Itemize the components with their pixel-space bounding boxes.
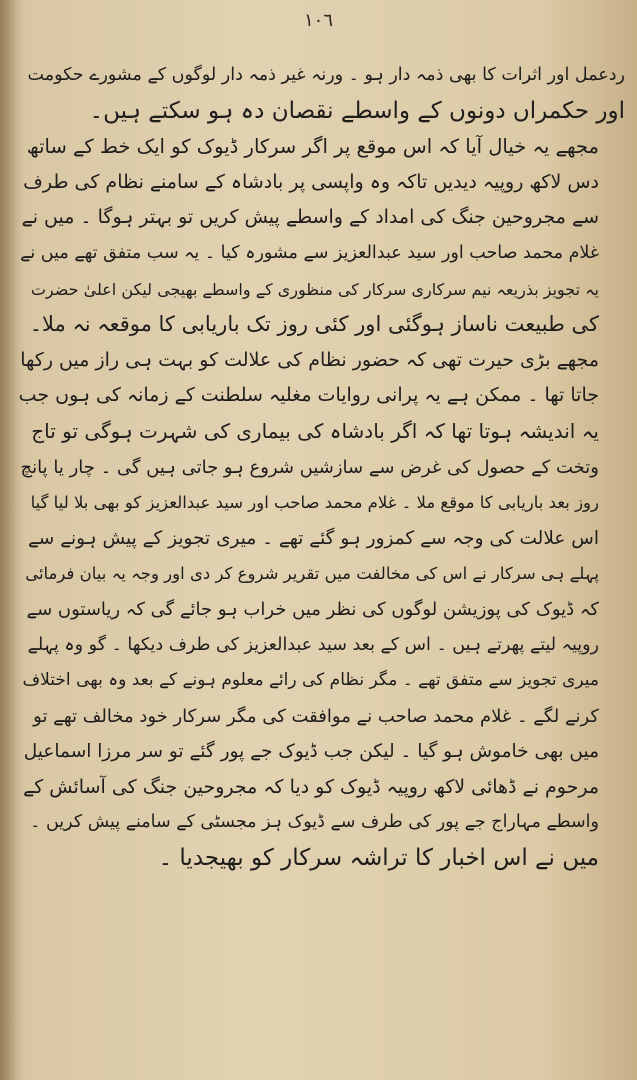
text-line: میری تجویز سے متفق تھے ۔ مگر نظام کی رائے معلوم ہونے کے بعد وہ بھی اختلاف bbox=[22, 670, 599, 691]
text-line: اور حکمراں دونوں کے واسطے نقصان دہ ہو سکتے ہیں۔ bbox=[89, 97, 625, 124]
text-line: یہ تجویز بذریعہ نیم سرکاری سرکار کی منظوری کے واسطے بھیجی لیکن اعلیٰ حضرت bbox=[30, 279, 599, 299]
text-line: یہ اندیشہ ہوتا تھا کہ اگر بادشاہ کی بیماری کی شہرت ہوگی تو تاج bbox=[31, 418, 599, 443]
text-line: مرحوم نے ڈھائی لاکھ روپیہ ڈیوک کو دیا کہ مجروحین جنگ کی آسائش کے bbox=[23, 775, 599, 798]
text-line: غلام محمد صاحب اور سید عبدالعزیز سے مشورہ کیا ۔ یہ سب متفق تھے میں نے bbox=[20, 242, 599, 263]
text-line: کی طبیعت ناساز ہوگئی اور کئی روز تک باریابی کا موقعہ نہ ملا۔ bbox=[29, 312, 599, 337]
paragraph-3 bbox=[18, 343, 625, 877]
text-line: اس علالت کی وجہ سے کمزور ہو گئے تھے ۔ میری تجویز کے پیش ہونے سے bbox=[27, 527, 599, 549]
paragraph-2 bbox=[18, 129, 625, 343]
text-line: سے مجروحین جنگ کی امداد کے واسطے پیش کریں تو بہتر ہوگا ۔ میں نے bbox=[21, 206, 599, 229]
page-body bbox=[18, 58, 625, 877]
text-line: مجھے یہ خیال آیا کہ اس موقع پر اگر سرکار ڈیوک کو ایک خط کے ساتھ bbox=[26, 135, 599, 159]
text-line: پہلے ہی سرکار نے اس کی مخالفت میں تقریر شروع کر دی اور وجہ یہ بیان فرمائی bbox=[25, 564, 599, 584]
text-line: میں نے اس اخبار کا تراشہ سرکار کو بھیجدیا ۔ bbox=[158, 845, 599, 872]
text-line: وتخت کے حصول کی غرض سے سازشیں شروع ہو جاتی ہیں گی ۔ چار یا پانچ bbox=[20, 456, 599, 478]
text-line: کہ ڈیوک کی پوزیشن لوگوں کی نظر میں خراب ہو جائے گی کہ ریاستوں سے bbox=[26, 598, 599, 620]
page-edge-shadow bbox=[0, 0, 18, 1080]
text-line: روز بعد باریابی کا موقع ملا ۔ غلام محمد صاحب اور سید عبدالعزیز کو بھی بلا لیا گیا bbox=[30, 493, 599, 513]
text-line: روپیہ لیتے پھرتے ہیں ۔ اس کے بعد سید عبدالعزیز کی طرف دیکھا ۔ گو وہ پہلے bbox=[27, 634, 599, 655]
page-number: ١٠٦ bbox=[303, 10, 333, 31]
paragraph-1 bbox=[18, 58, 625, 129]
text-line: مجھے بڑی حیرت تھی کہ حضور نظام کی علالت کو بہت ہی راز میں رکھا bbox=[20, 348, 599, 371]
text-line: دس لاکھ روپیہ دیدیں تاکہ وہ واپسی پر بادشاہ کے سامنے نظام کی طرف bbox=[23, 170, 599, 193]
text-line: میں بھی خاموش ہو گیا ۔ لیکن جب ڈیوک جے پور گئے تو سر مرزا اسماعیل bbox=[23, 741, 599, 763]
text-line: جاتا تھا ۔ ممکن ہے یہ پرانی روایات مغلیہ سلطنت کے زمانہ کی ہوں جب bbox=[18, 384, 599, 407]
text-line: ردعمل اور اثرات کا بھی ذمہ دار ہو ۔ ورنہ غیر ذمہ دار لوگوں کے مشورے حکومت bbox=[27, 65, 625, 85]
text-line: واسطے مہاراج جے پور کی طرف سے ڈیوک ہز مجسٹی کے سامنے پیش کریں ۔ bbox=[30, 812, 599, 833]
text-line: کرنے لگے ۔ غلام محمد صاحب نے موافقت کی مگر سرکار خود مخالف تھے تو bbox=[33, 705, 599, 727]
